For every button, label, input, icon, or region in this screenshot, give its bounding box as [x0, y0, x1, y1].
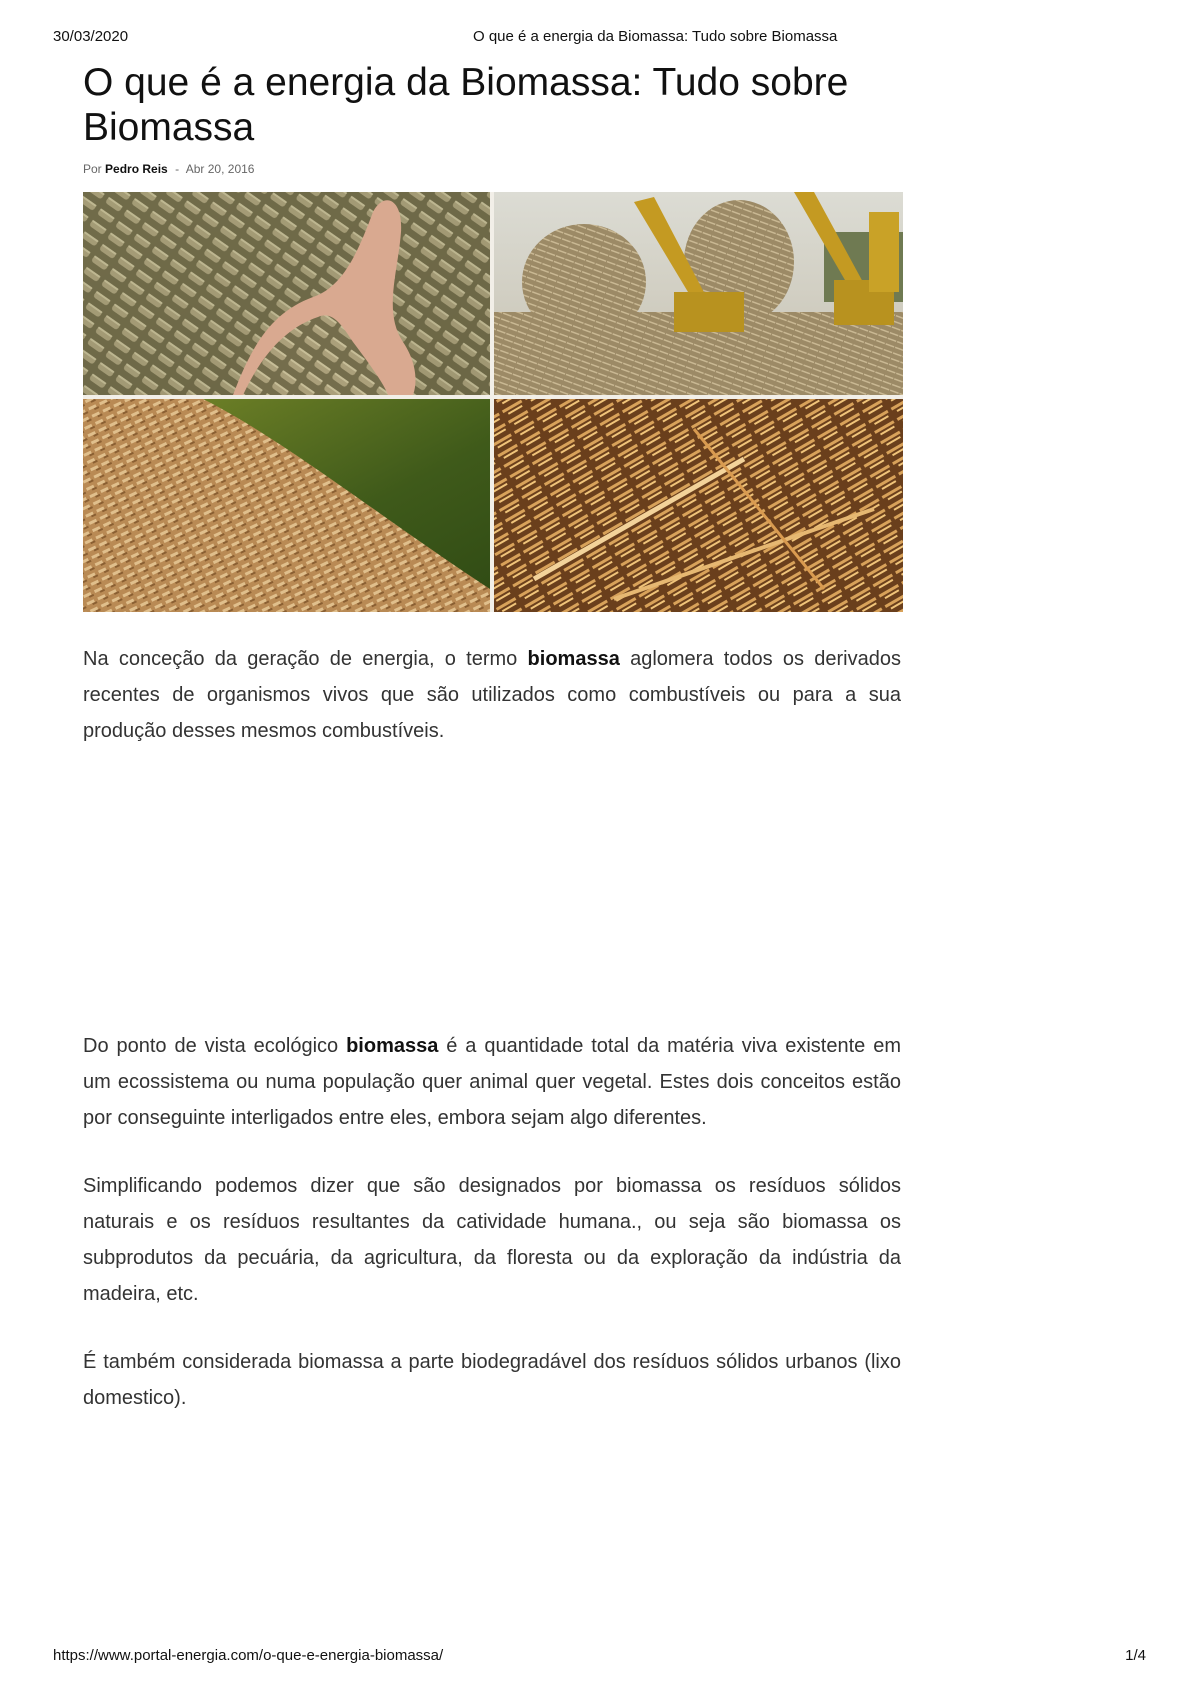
byline-separator: -: [175, 162, 180, 176]
print-footer: [53, 1647, 1146, 1667]
page-url: https://www.portal-energia.com/o-que-e-energia-biomassa/: [53, 1647, 444, 1664]
print-date: 30/03/2020: [53, 28, 129, 45]
byline-prefix: Por: [83, 162, 102, 176]
article-byline: [83, 162, 903, 180]
ecology-paragraph: Do ponto de vista ecológico biomassa é a quantidade total da matéria viva existente em um ecossistema ou numa população quer animal quer vegetal. Estes dois conceitos estão por conseguinte interligados entre eles, embora sejam algo diferentes.: [83, 1035, 901, 1129]
page-number: 1/4: [1125, 1647, 1146, 1664]
intro-paragraph: Na conceção da geração de energia, o termo biomassa aglomera todos os derivados recentes de organismos vivos que são utilizados como combustíveis ou para a sua produção desses mesmos combustíveis.: [83, 648, 901, 742]
article: [83, 60, 903, 1416]
biomass-loaders-image: [494, 192, 903, 395]
wood-chip-pile-image: [83, 399, 490, 612]
urban-waste-paragraph: É também considerada biomassa a parte biodegradável dos resíduos sólidos urbanos (lixo domestico).: [83, 1351, 901, 1409]
print-header: [53, 28, 1138, 48]
blank-ad-space: [83, 749, 903, 1028]
article-headline: O que é a energia da Biomassa: Tudo sobre Biomassa: [83, 61, 849, 149]
print-page-title: O que é a energia da Biomassa: Tudo sobre Biomassa: [473, 28, 838, 45]
publish-date: Abr 20, 2016: [185, 162, 255, 176]
author-link[interactable]: Pedro Reis: [105, 162, 168, 176]
bold-term: biomassa: [346, 1035, 439, 1057]
bold-term: biomassa: [527, 648, 620, 670]
shredded-wood-image: [494, 399, 903, 612]
simplification-paragraph: Simplificando podemos dizer que são designados por biomassa os resíduos sólidos naturais e os resíduos resultantes da catividade humana., ou seja são biomassa os subprodutos da pecuária, da agricultura, da floresta ou da exploração da indústria da madeira, etc.: [83, 1175, 901, 1305]
wood-pellets-image: [83, 192, 490, 395]
hero-image: [83, 192, 903, 612]
